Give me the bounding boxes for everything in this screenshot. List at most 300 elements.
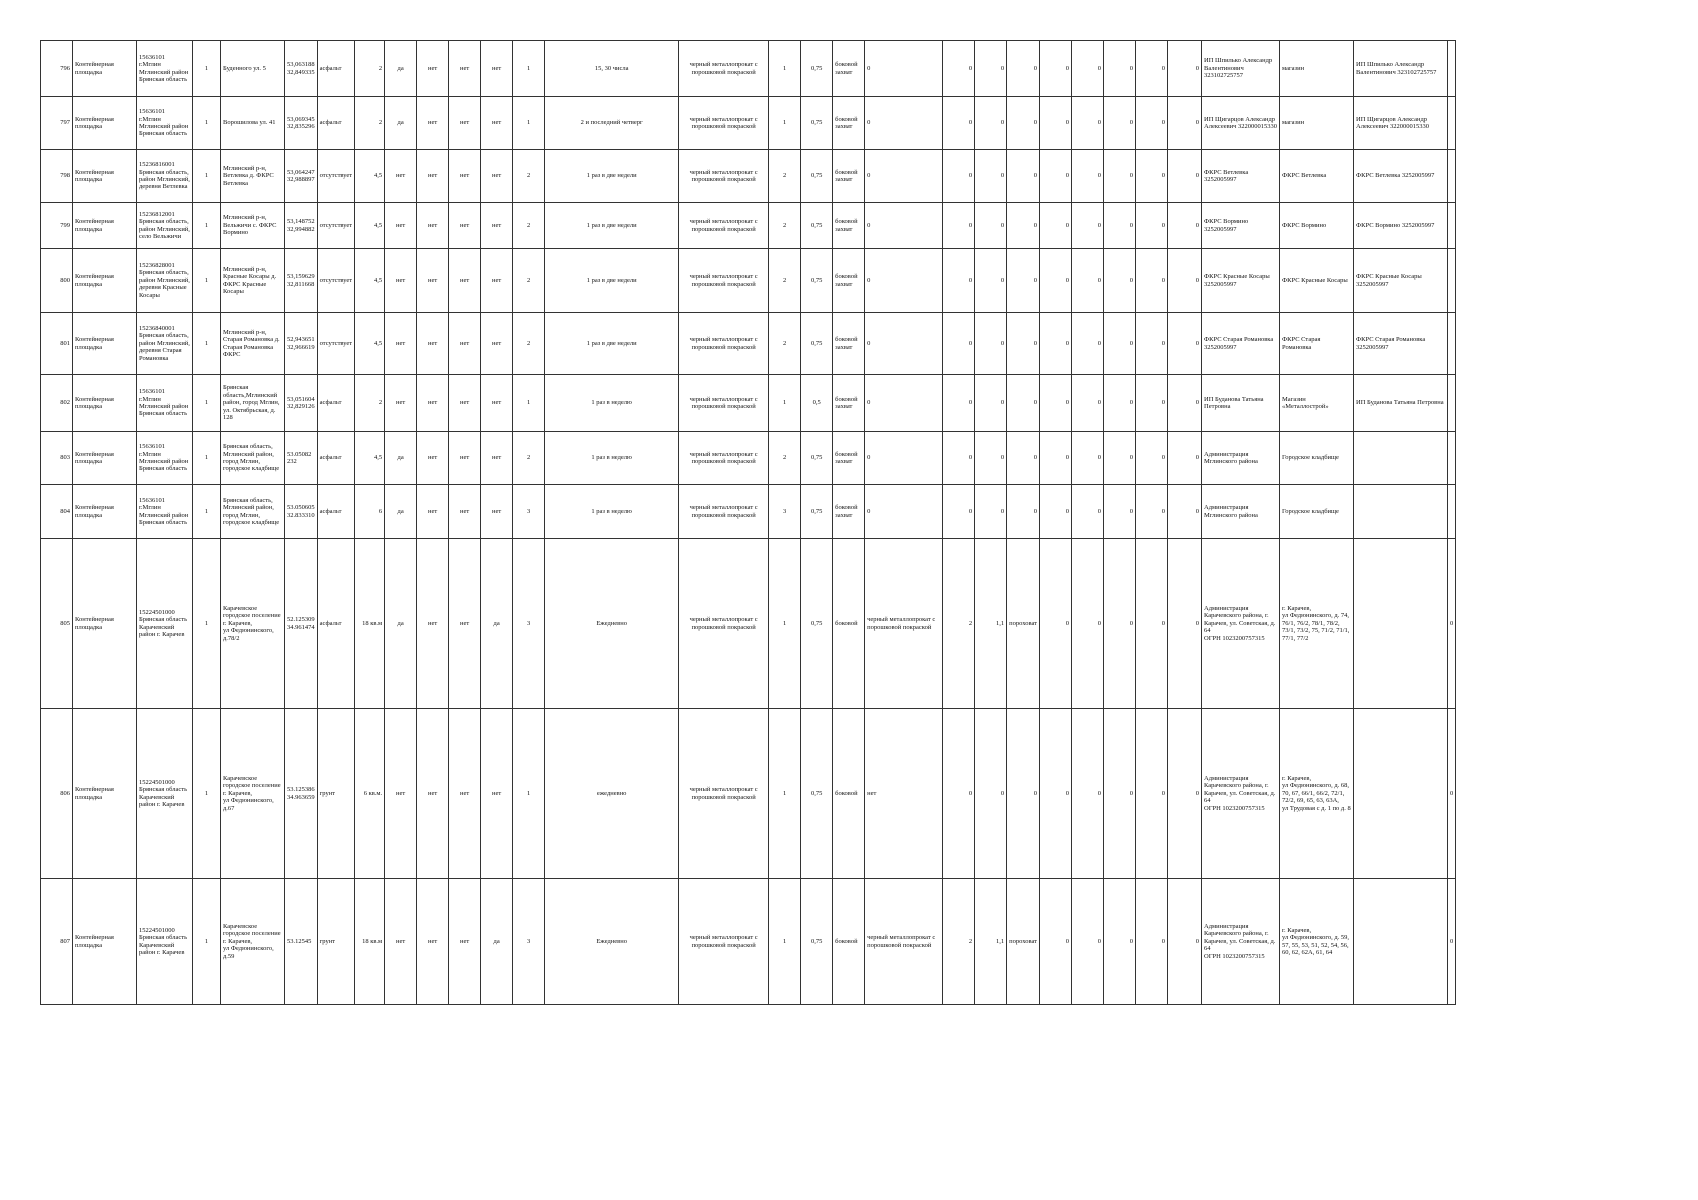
table-cell: черный металлопрокат с порошковой покраской xyxy=(679,879,769,1005)
table-cell: отсутствует xyxy=(317,150,355,203)
table-cell: нет xyxy=(449,432,481,485)
table-cell: 0 xyxy=(1448,879,1456,1005)
table-cell: боковой захват xyxy=(833,150,865,203)
table-cell: ИП Щигарцов Александр Алексеевич 322000015330 xyxy=(1354,97,1448,150)
table-cell: 0 xyxy=(1104,709,1136,879)
table-cell: 1 xyxy=(513,709,545,879)
table-cell: 2 xyxy=(513,203,545,249)
table-cell: Администрация Карачевского района, г. Карачев, ул. Советская, д. 64 ОГРН 1023200757315 xyxy=(1202,539,1280,709)
row-number-cell: 797 xyxy=(41,97,73,150)
table-cell: 0 xyxy=(1040,150,1072,203)
table-cell: 0 xyxy=(865,41,943,97)
table-row xyxy=(41,879,1456,1005)
table-cell: ФКРС Старая Романовка xyxy=(1280,313,1354,375)
table-cell: 0 xyxy=(943,249,975,313)
table-cell: ИП Буданова Татьяна Петровна xyxy=(1202,375,1280,432)
row-number-cell: 796 xyxy=(41,41,73,97)
table-cell: 0 xyxy=(943,709,975,879)
table-cell: 15236812001 Брянская область, район Мглинский, село Вельжичи xyxy=(137,203,193,249)
table-cell: 0 xyxy=(1104,203,1136,249)
table-cell: Карачевское городское поселение г. Карачев, ул Федюнинского, д.78/2 xyxy=(221,539,285,709)
table-cell: нет xyxy=(481,97,513,150)
table-cell: 1 xyxy=(193,203,221,249)
table-cell: 4,5 xyxy=(355,249,385,313)
row-number-cell: 802 xyxy=(41,375,73,432)
table-cell: 1 xyxy=(193,150,221,203)
table-cell: 53.125386 34.963659 xyxy=(285,709,318,879)
table-cell: 0 xyxy=(1040,375,1072,432)
table-cell: 0 xyxy=(1072,709,1104,879)
table-cell: 0 xyxy=(1136,150,1168,203)
table-cell: ФКРС Красные Косары 3252005997 xyxy=(1354,249,1448,313)
table-cell: Брянская область, Мглинский район, город Мглин, городское кладбище xyxy=(221,432,285,485)
table-cell: магазин xyxy=(1280,41,1354,97)
table-cell: 0,75 xyxy=(801,150,833,203)
table-cell: 0 xyxy=(1007,249,1040,313)
table-cell: нет xyxy=(481,203,513,249)
table-cell: асфальт xyxy=(317,432,355,485)
table-cell: нет xyxy=(385,313,417,375)
table-cell: нет xyxy=(481,41,513,97)
table-cell: Контейнерная площадка xyxy=(73,375,137,432)
table-cell: 0 xyxy=(1104,539,1136,709)
table-cell: Контейнерная площадка xyxy=(73,249,137,313)
table-cell: 0 xyxy=(1072,203,1104,249)
table-cell: 1 xyxy=(769,709,801,879)
table-cell: 3 xyxy=(513,879,545,1005)
table-cell: 1 раз в две недели xyxy=(545,203,679,249)
table-cell: 0 xyxy=(1136,249,1168,313)
table-cell: 0,75 xyxy=(801,203,833,249)
table-cell: 0 xyxy=(1040,97,1072,150)
table-cell: 0 xyxy=(975,485,1007,539)
table-cell: Контейнерная площадка xyxy=(73,709,137,879)
table-cell: 2 xyxy=(355,97,385,150)
table-cell: 0 xyxy=(865,485,943,539)
table-cell: 0 xyxy=(865,97,943,150)
table-cell: 4,5 xyxy=(355,150,385,203)
table-cell: 53.05082 232 xyxy=(285,432,318,485)
table-cell: 0 xyxy=(943,41,975,97)
table-cell: 0 xyxy=(1072,879,1104,1005)
table-cell: нет xyxy=(481,313,513,375)
table-cell: 15, 30 числа xyxy=(545,41,679,97)
table-cell: ИП Щигарцов Александр Алексеевич 322000015330 xyxy=(1202,97,1280,150)
table-cell: нет xyxy=(417,41,449,97)
table-cell: отсутствует xyxy=(317,249,355,313)
table-cell: ФКРС Старая Романовка 3252005997 xyxy=(1354,313,1448,375)
table-cell: 0 xyxy=(943,313,975,375)
table-cell: 0 xyxy=(1104,432,1136,485)
table-cell: 1 xyxy=(193,97,221,150)
table-cell: грунт xyxy=(317,709,355,879)
table-cell: 0 xyxy=(1448,539,1456,709)
table-cell: Ежедневно xyxy=(545,539,679,709)
table-cell: боковой захват xyxy=(833,485,865,539)
table-cell: 0 xyxy=(1104,249,1136,313)
table-cell: 0 xyxy=(1072,432,1104,485)
table-cell: 0 xyxy=(1072,375,1104,432)
table-cell: 1 xyxy=(193,485,221,539)
table-cell: 0 xyxy=(1040,432,1072,485)
table-cell: черный металлопрокат с порошковой покраской xyxy=(679,41,769,97)
table-cell: 0 xyxy=(1040,709,1072,879)
table-cell: Карачевское городское поселение г. Карачев, ул Федюнинского, д.59 xyxy=(221,879,285,1005)
table-cell: асфальт xyxy=(317,41,355,97)
table-cell xyxy=(1448,485,1456,539)
table-cell: Контейнерная площадка xyxy=(73,485,137,539)
table-cell: 15636101 г.Мглин Мглинский район Брянская область xyxy=(137,375,193,432)
table-cell: 0 xyxy=(1072,150,1104,203)
table-cell: нет xyxy=(385,150,417,203)
table-cell: 0 xyxy=(1136,485,1168,539)
table-cell: 0 xyxy=(865,432,943,485)
table-cell: 0 xyxy=(975,41,1007,97)
table-cell: 0 xyxy=(1040,539,1072,709)
table-cell: нет xyxy=(385,203,417,249)
table-cell: 15636101 г.Мглин Мглинский район Брянская область xyxy=(137,432,193,485)
table-cell: черный металлопрокат с порошковой покраской xyxy=(679,709,769,879)
table-cell: Мглинский р-н, Красные Косары д. ФКРС Красные Косары xyxy=(221,249,285,313)
table-cell: 0 xyxy=(1136,709,1168,879)
row-number-cell: 800 xyxy=(41,249,73,313)
table-cell: 15636101 г.Мглин Мглинский район Брянская область xyxy=(137,41,193,97)
table-cell xyxy=(1354,709,1448,879)
table-cell: 1 xyxy=(513,375,545,432)
table-cell: нет xyxy=(481,375,513,432)
table-cell: ФКРС Красные Косары 3252005997 xyxy=(1202,249,1280,313)
table-cell xyxy=(1448,375,1456,432)
table-cell: нет xyxy=(449,539,481,709)
table-cell xyxy=(1354,485,1448,539)
table-cell: 0 xyxy=(1136,879,1168,1005)
table-cell: 0,75 xyxy=(801,249,833,313)
table-cell xyxy=(1448,97,1456,150)
table-cell: да xyxy=(385,539,417,709)
table-cell: Ежедневно xyxy=(545,879,679,1005)
table-cell: нет xyxy=(417,150,449,203)
table-cell: г. Карачев, ул Федюнинского, д. 59, 57, 55, 53, 51, 52, 54, 56, 60, 62, 62А, 61, 64 xyxy=(1280,879,1354,1005)
table-cell: нет xyxy=(449,709,481,879)
table-cell: нет xyxy=(449,41,481,97)
table-cell: нет xyxy=(481,709,513,879)
table-cell: 0 xyxy=(1168,709,1202,879)
table-cell: 15636101 г.Мглин Мглинский район Брянская область xyxy=(137,97,193,150)
row-number-cell: 807 xyxy=(41,879,73,1005)
table-cell: Брянская область,Мглинский район, город Мглин, ул. Октябрьская, д. 128 xyxy=(221,375,285,432)
table-cell: 0 xyxy=(975,203,1007,249)
table-cell: 0 xyxy=(1136,203,1168,249)
table-cell: ФКРС Ветлевка 3252005997 xyxy=(1202,150,1280,203)
table-cell: Карачевское городское поселение г. Карачев, ул Федюнинского, д.67 xyxy=(221,709,285,879)
table-cell: 1 xyxy=(769,879,801,1005)
table-cell: черный металлопрокат с порошковой покраской xyxy=(679,249,769,313)
table-cell: нет xyxy=(417,203,449,249)
table-cell: нет xyxy=(449,249,481,313)
table-cell: Брянская область, Мглинский район, город Мглин, городское кладбище xyxy=(221,485,285,539)
table-cell: нет xyxy=(449,97,481,150)
table-cell: 0,75 xyxy=(801,879,833,1005)
row-number-cell: 798 xyxy=(41,150,73,203)
table-cell: 0 xyxy=(1168,879,1202,1005)
table-cell: ИП Шпилько Александр Валентинович 323102725757 xyxy=(1354,41,1448,97)
table-cell: 0 xyxy=(1104,313,1136,375)
table-cell: 15224501000 Брянская область Карачевский район г. Карачев xyxy=(137,879,193,1005)
table-cell: 0,75 xyxy=(801,432,833,485)
table-cell: 0 xyxy=(1104,485,1136,539)
table-cell: 6 xyxy=(355,485,385,539)
table-cell: 18 кв.м xyxy=(355,879,385,1005)
table-cell: 1,1 xyxy=(975,879,1007,1005)
table-cell: 0 xyxy=(1072,485,1104,539)
table-cell: 52.125309 34.961474 xyxy=(285,539,318,709)
table-cell: 0 xyxy=(975,249,1007,313)
table-cell: 0 xyxy=(1007,375,1040,432)
table-cell: 0 xyxy=(943,375,975,432)
table-cell: нет xyxy=(449,150,481,203)
table-cell: 3 xyxy=(513,539,545,709)
table-cell: ФКРС Вормино 3252005997 xyxy=(1202,203,1280,249)
row-number-cell: 806 xyxy=(41,709,73,879)
table-cell: 1,1 xyxy=(975,539,1007,709)
table-cell: 2 xyxy=(769,313,801,375)
table-cell: Контейнерная площадка xyxy=(73,539,137,709)
table-cell: ФКРС Вормино xyxy=(1280,203,1354,249)
table-cell: нет xyxy=(481,432,513,485)
table-cell: Ворошилова ул. 41 xyxy=(221,97,285,150)
table-cell: 15236828001 Брянская область, район Мглинский, деревня Красные Косары xyxy=(137,249,193,313)
table-cell: боковой xyxy=(833,709,865,879)
table-cell: 1 xyxy=(769,539,801,709)
table-cell: Буденного ул. 5 xyxy=(221,41,285,97)
table-cell: 0 xyxy=(865,150,943,203)
table-cell xyxy=(1448,150,1456,203)
table-cell: 0 xyxy=(1072,97,1104,150)
table-cell: ФКРС Старая Романовка 3252005997 xyxy=(1202,313,1280,375)
table-cell: 2 xyxy=(769,150,801,203)
table-cell: черный металлопрокат с порошковой покраской xyxy=(679,485,769,539)
row-number-cell: 799 xyxy=(41,203,73,249)
table-cell: 2 xyxy=(769,249,801,313)
table-cell xyxy=(1354,539,1448,709)
table-cell: нет xyxy=(449,203,481,249)
table-cell: 0 xyxy=(1136,41,1168,97)
table-cell: боковой захват xyxy=(833,249,865,313)
table-cell: грунт xyxy=(317,879,355,1005)
table-cell: черный металлопрокат с порошковой покраской xyxy=(679,375,769,432)
table-cell: 53,069345 32,835296 xyxy=(285,97,318,150)
table-row xyxy=(41,41,1456,97)
table-cell: 0 xyxy=(1040,879,1072,1005)
table-cell: 53,064247 32,988897 xyxy=(285,150,318,203)
table-cell: нет xyxy=(385,709,417,879)
table-row xyxy=(41,539,1456,709)
table-cell: нет xyxy=(417,485,449,539)
table-cell: 0 xyxy=(1168,41,1202,97)
table-cell: боковой захват xyxy=(833,203,865,249)
table-body xyxy=(41,41,1456,1005)
table-cell: 0 xyxy=(1072,41,1104,97)
table-cell: нет xyxy=(417,249,449,313)
table-cell: 0 xyxy=(943,97,975,150)
table-cell: 0 xyxy=(975,150,1007,203)
table-row xyxy=(41,313,1456,375)
table-cell: да xyxy=(385,97,417,150)
table-cell: 15224501000 Брянская область Карачевский район г. Карачев xyxy=(137,709,193,879)
table-cell: нет xyxy=(449,485,481,539)
table-cell: Администрация Мглинского района xyxy=(1202,485,1280,539)
table-cell: ИП Шпилько Александр Валентинович 323102725757 xyxy=(1202,41,1280,97)
table-cell: 0 xyxy=(1072,249,1104,313)
table-cell: 0 xyxy=(1136,97,1168,150)
table-cell: 0 xyxy=(1168,432,1202,485)
table-cell: 0,75 xyxy=(801,539,833,709)
table-cell: 0 xyxy=(1168,539,1202,709)
table-cell: 0 xyxy=(1168,375,1202,432)
table-cell: да xyxy=(481,539,513,709)
table-cell: 0 xyxy=(1040,203,1072,249)
table-cell: 2 xyxy=(513,150,545,203)
table-cell: да xyxy=(481,879,513,1005)
table-cell: 0 xyxy=(975,313,1007,375)
table-cell: 0 xyxy=(865,313,943,375)
table-cell: нет xyxy=(481,150,513,203)
table-cell: ФКРС Ветлевка xyxy=(1280,150,1354,203)
table-cell: 6 кв.м. xyxy=(355,709,385,879)
table-cell: 0 xyxy=(1104,41,1136,97)
table-cell: 2 xyxy=(513,432,545,485)
table-cell: нет xyxy=(481,485,513,539)
table-cell: 0 xyxy=(943,432,975,485)
table-cell: 0,5 xyxy=(801,375,833,432)
table-cell: 1 xyxy=(513,41,545,97)
table-row xyxy=(41,150,1456,203)
table-cell: 1 xyxy=(193,249,221,313)
table-cell: 0 xyxy=(1448,709,1456,879)
table-cell: боковой xyxy=(833,879,865,1005)
table-cell: Городское кладбище xyxy=(1280,485,1354,539)
table-cell: Контейнерная площадка xyxy=(73,313,137,375)
table-cell: пороховат xyxy=(1007,879,1040,1005)
table-cell: 1 xyxy=(769,375,801,432)
table-cell: 1 xyxy=(769,97,801,150)
table-row xyxy=(41,203,1456,249)
table-cell: 2 xyxy=(513,313,545,375)
table-cell: 2 xyxy=(355,41,385,97)
table-cell: черный металлопрокат с порошковой покраской xyxy=(679,97,769,150)
table-cell: нет xyxy=(385,375,417,432)
table-cell: Контейнерная площадка xyxy=(73,150,137,203)
table-cell: 15224501000 Брянская область Карачевский район г. Карачев xyxy=(137,539,193,709)
table-cell: черный металлопрокат с порошковой покраской xyxy=(865,539,943,709)
table-cell: Городское кладбище xyxy=(1280,432,1354,485)
table-cell: 1 xyxy=(193,375,221,432)
table-cell: 0 xyxy=(1104,879,1136,1005)
table-cell: 52,943651 32,966619 xyxy=(285,313,318,375)
table-cell: асфальт xyxy=(317,539,355,709)
table-cell: Мглинский р-н, Ветлевка д. ФКРС Ветлевка xyxy=(221,150,285,203)
table-cell: 0 xyxy=(1104,150,1136,203)
table-cell: 0 xyxy=(1007,313,1040,375)
table-cell: 0 xyxy=(1168,203,1202,249)
table-cell: 18 кв.м xyxy=(355,539,385,709)
table-cell: ИП Буданова Татьяна Петровна xyxy=(1354,375,1448,432)
table-cell: 0 xyxy=(865,375,943,432)
table-cell xyxy=(1448,41,1456,97)
table-cell: 1 xyxy=(193,41,221,97)
table-cell: Мглинский р-н, Старая Романовка д. Старая Романовка ФКРС xyxy=(221,313,285,375)
table-cell: 1 раз в неделю xyxy=(545,432,679,485)
table-cell: 0 xyxy=(1136,539,1168,709)
table-cell: нет xyxy=(481,249,513,313)
table-cell: 4,5 xyxy=(355,432,385,485)
row-number-cell: 805 xyxy=(41,539,73,709)
table-cell: пороховат xyxy=(1007,539,1040,709)
table-cell: боковой захват xyxy=(833,41,865,97)
table-cell: 53.12545 xyxy=(285,879,318,1005)
table-cell: 0 xyxy=(1072,539,1104,709)
table-cell: 0 xyxy=(1007,709,1040,879)
table-cell: 2 xyxy=(769,203,801,249)
table-cell: 0 xyxy=(1136,432,1168,485)
table-cell: нет xyxy=(417,313,449,375)
table-cell: нет xyxy=(417,432,449,485)
table-cell: черный металлопрокат с порошковой покраской xyxy=(679,432,769,485)
table-cell: 0 xyxy=(1168,97,1202,150)
table-cell: отсутствует xyxy=(317,313,355,375)
table-cell: 0 xyxy=(1007,150,1040,203)
table-cell: черный металлопрокат с порошковой покраской xyxy=(679,203,769,249)
table-cell xyxy=(1448,313,1456,375)
table-cell: 0 xyxy=(865,203,943,249)
table-cell: 0 xyxy=(1040,485,1072,539)
table-cell: черный металлопрокат с порошковой покраской xyxy=(679,539,769,709)
table-cell: 0 xyxy=(1168,313,1202,375)
table-cell: нет xyxy=(865,709,943,879)
table-cell: нет xyxy=(417,709,449,879)
table-cell: Контейнерная площадка xyxy=(73,203,137,249)
table-cell: нет xyxy=(385,249,417,313)
table-cell: 1 раз в неделю xyxy=(545,485,679,539)
table-cell: нет xyxy=(449,879,481,1005)
table-cell: боковой захват xyxy=(833,375,865,432)
table-cell: 0 xyxy=(1072,313,1104,375)
table-cell: 0 xyxy=(1168,485,1202,539)
table-cell: 4,5 xyxy=(355,313,385,375)
table-cell: 53,159629 32,811668 xyxy=(285,249,318,313)
table-cell: асфальт xyxy=(317,485,355,539)
table-cell: да xyxy=(385,432,417,485)
table-cell: 2 xyxy=(943,879,975,1005)
table-cell: ФКРС Ветлевка 3252005997 xyxy=(1354,150,1448,203)
table-cell: нет xyxy=(385,879,417,1005)
table-cell: 0 xyxy=(1007,41,1040,97)
table-cell: 15236840001 Брянская область, район Мглинский, деревня Старая Романовка xyxy=(137,313,193,375)
table-cell: г. Карачев, ул Федюнинского, д. 68, 70, 67, 66/1, 66/2, 72/1, 72/2, 69, 65, 63, 63А, ул Трудовая с д. 1 по д. 8 xyxy=(1280,709,1354,879)
table-cell: 1 раз в неделю xyxy=(545,375,679,432)
table-cell xyxy=(1448,249,1456,313)
table-cell: 0 xyxy=(1007,203,1040,249)
table-cell: 3 xyxy=(769,485,801,539)
table-cell: ФКРС Красные Косары xyxy=(1280,249,1354,313)
table-cell: 0 xyxy=(1007,485,1040,539)
table-cell xyxy=(1448,432,1456,485)
table-cell: да xyxy=(385,41,417,97)
table-cell: 0 xyxy=(865,249,943,313)
table-cell: асфальт xyxy=(317,97,355,150)
table-cell: 0 xyxy=(1007,97,1040,150)
table-cell xyxy=(1354,432,1448,485)
